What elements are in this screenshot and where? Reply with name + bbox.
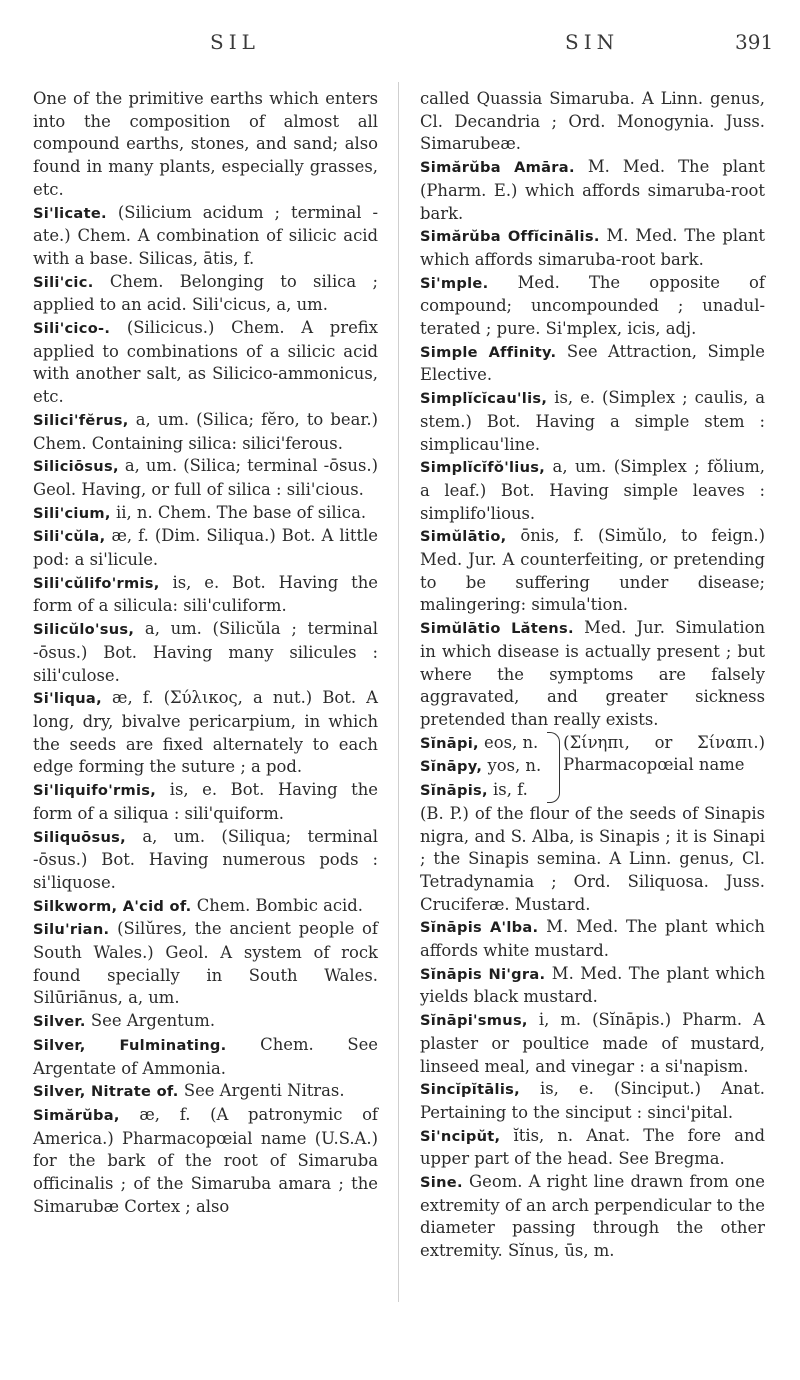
headword: Silicŭlo'sus, bbox=[33, 621, 135, 639]
dictionary-entry bbox=[33, 271, 378, 317]
sinapi-headwords: Sĭnāpi, eos, n. Sĭnāpy, yos, n. Sĭnāpis, is, f. bbox=[420, 732, 542, 800]
headword: Si'mple. bbox=[420, 274, 489, 292]
dictionary-entry: called Quassia Simaruba. A Linn. genus, Cl. Decandria ; Ord. Monogynia. Juss. Simarubeæ. bbox=[420, 89, 765, 154]
headword: Simple Affinity. bbox=[420, 343, 557, 361]
headword: Silver, Fulminating. bbox=[33, 1036, 227, 1054]
dictionary-entry bbox=[420, 1009, 765, 1078]
dictionary-entry bbox=[33, 572, 378, 618]
definition: a, um. (Silica; fĕro, to bear.) Chem. Containing silica: silici'ferous. bbox=[33, 409, 378, 453]
dictionary-entry bbox=[420, 1078, 765, 1124]
definition: is, e. Bot. Having the form of a siliqua : sili'quiform. bbox=[33, 780, 378, 823]
definition: Chem. Bombic acid. bbox=[191, 895, 363, 915]
headword: Silver. bbox=[33, 1013, 86, 1031]
definition: See Attraction, Simple Elective. bbox=[420, 341, 765, 385]
dictionary-entry bbox=[33, 317, 378, 409]
definition: M. Med. The plant which affords simaruba-root bark. bbox=[420, 226, 766, 269]
dictionary-entry bbox=[420, 963, 765, 1009]
headword: Simărŭba Amāra. bbox=[420, 159, 575, 177]
dictionary-entry bbox=[33, 502, 378, 526]
headword: Silver, Nitrate of. bbox=[33, 1083, 179, 1101]
dictionary-entry bbox=[33, 455, 378, 501]
headword: Siliciōsus, bbox=[33, 458, 119, 476]
definition: M. Med. The plant which affords white mustard. bbox=[420, 917, 765, 961]
headword: Sĭnāpi'smus, bbox=[420, 1012, 528, 1030]
headword: Simŭlātio, bbox=[420, 528, 507, 546]
dictionary-entry bbox=[420, 272, 765, 341]
dictionary-entry bbox=[420, 456, 765, 525]
dictionary-entry bbox=[33, 687, 378, 779]
definition: æ, f. (Dim. Siliqua.) Bot. A little pod: a si'licule. bbox=[33, 526, 378, 570]
headword: Si'licate. bbox=[33, 204, 107, 222]
definition: a, um. (Siliqua; terminal -ōsus.) Bot. Having numerous pods : si'liquose. bbox=[33, 826, 378, 892]
dictionary-entry bbox=[33, 1010, 378, 1034]
column-divider bbox=[398, 82, 399, 1302]
definition: i, m. (Sĭnāpis.) Pharm. A plaster or poultice made of mustard, linseed meal, and vinegar : a si'napism. bbox=[420, 1010, 765, 1076]
headword: Sili'cium, bbox=[33, 504, 111, 522]
headword: Si'ncipŭt, bbox=[420, 1127, 501, 1145]
definition: Med. Jur. Simulation in which disease is actually present ; but where the symptoms are falsely aggravated, and greater sickness pretended than really exists. bbox=[420, 618, 765, 729]
dictionary-entry bbox=[33, 779, 378, 825]
dictionary-entry bbox=[33, 918, 378, 1010]
dictionary-entry bbox=[33, 202, 378, 271]
right-column bbox=[420, 88, 765, 1263]
headword: Sili'cŭlifo'rmis, bbox=[33, 574, 160, 592]
headword: Simplĭcĭfŏ'lius, bbox=[420, 459, 546, 477]
headword: Sine. bbox=[420, 1174, 463, 1192]
dictionary-entry bbox=[420, 525, 765, 617]
definition: M. Med. The plant (Pharm. E.) which affords simaruba-root bark. bbox=[420, 157, 766, 223]
definition: æ, f. (A patronymic of America.) Pharmacopœial name (U.S.A.) for the bark of the root of Simaruba officinalis ; of the Simaruba amara ; the Simarubæ Cortex ; also bbox=[33, 1104, 378, 1216]
running-head-left: SIL bbox=[210, 30, 260, 54]
headword: Simărŭba, bbox=[33, 1106, 120, 1124]
dictionary-entry bbox=[33, 1080, 378, 1104]
sinapi-entry bbox=[420, 732, 765, 917]
headword: Si'liquifo'rmis, bbox=[33, 782, 157, 800]
definition: æ, f. (Σύλικος, a nut.) Bot. A long, dry, bivalve pericarpium, in which the seeds are fixed alternately to each edge forming the suture ; a pod. bbox=[33, 688, 378, 777]
definition: (Silicicus.) Chem. A prefix applied to combinations of a silicic acid with another salt, as Silicico-ammonicus, etc. bbox=[33, 318, 378, 407]
definition: a, um. (Silica; terminal -ōsus.) Geol. Having, or full of silica : sili'cious. bbox=[33, 456, 378, 499]
headword: Simŭlātio Lătens. bbox=[420, 620, 574, 638]
headword: Sĭnāpis Ni'gra. bbox=[420, 965, 546, 983]
headword: Si'liqua, bbox=[33, 690, 102, 708]
dictionary-entry bbox=[420, 916, 765, 962]
page-number: 391 bbox=[735, 30, 774, 54]
definition: is, e. (Simplex ; caulis, a stem.) Bot. Having a simple stem : simplicau'line. bbox=[420, 388, 765, 454]
definition: See Argentum. bbox=[85, 1011, 216, 1031]
definition: a, um. (Simplex ; fŏlium, a leaf.) Bot. Having simple leaves : simplifo'lious. bbox=[420, 457, 765, 523]
dictionary-entry bbox=[420, 341, 765, 387]
running-head-right: SIN bbox=[565, 30, 620, 54]
dictionary-entry bbox=[33, 1034, 378, 1080]
headword: Sincĭpĭtālis, bbox=[420, 1081, 520, 1099]
right-brace bbox=[547, 732, 560, 803]
definition: is, e. (Sinciput.) Anat. Pertaining to the sinciput : sinci'pital. bbox=[420, 1079, 765, 1122]
definition: M. Med. The plant which yields black mustard. bbox=[420, 963, 765, 1007]
definition: Chem. Belonging to silica ; applied to an acid. Sili'cicus, a, um. bbox=[33, 271, 378, 315]
headword: Sĭnāpi, bbox=[420, 734, 479, 752]
headword: Simărŭba Offĭcinālis. bbox=[420, 228, 600, 246]
headword: Simplĭcĭcau'lis, bbox=[420, 390, 548, 408]
definition: ōnis, f. (Simŭlo, to feign.) Med. Jur. A counterfeiting, or pretending to be suffering under disease; malingering: simula'tion. bbox=[420, 526, 765, 615]
headword: Siliquōsus, bbox=[33, 828, 126, 846]
definition: (B. P.) of the flour of the seeds of Sinapis nigra, and S. Alba, is Sinapis ; it is Sinapi ; the Sinapis semina. A Linn. genus, Cl. Tetradynamia ; Ord. Siliquosa. Juss. Cruciferæ. Mustard. bbox=[420, 803, 765, 914]
dictionary-entry bbox=[33, 895, 378, 919]
dictionary-entry bbox=[33, 409, 378, 455]
headword: Silkworm, A'cid of. bbox=[33, 897, 192, 915]
definition: Geom. A right line drawn from one extremity of an arch perpendicular to the diameter passing through the other extremity. Sĭnus, ūs, m. bbox=[420, 1172, 765, 1261]
definition: a, um. (Silicŭla ; terminal -ōsus.) Bot. Having many silicules : sili'culose. bbox=[33, 619, 378, 685]
headword: Sĭnāpy, bbox=[420, 758, 483, 776]
definition: ĭtis, n. Anat. The fore and upper part of the head. See Bregma. bbox=[420, 1125, 765, 1169]
dictionary-entry bbox=[420, 1125, 765, 1171]
dictionary-entry bbox=[33, 618, 378, 687]
left-column bbox=[33, 88, 378, 1218]
definition: (Silicium acidum ; terminal -ate.) Chem. A combination of silicic acid with a base. Silicas, ātis, f. bbox=[33, 202, 378, 268]
dictionary-entry bbox=[420, 156, 765, 225]
definition: is, e. Bot. Having the form of a silicula: sili'culiform. bbox=[33, 572, 378, 616]
definition: (Silŭres, the ancient people of South Wales.) Geol. A system of rock found specially in South Wales. Silūriānus, a, um. bbox=[33, 919, 378, 1008]
dictionary-entry: One of the primitive earths which enters into the composition of almost all compound earths, stones, and sand; also found in many plants, especially grasses, etc. bbox=[33, 89, 378, 199]
headword: Silici'fĕrus, bbox=[33, 411, 129, 429]
headword: Silu'rian. bbox=[33, 921, 110, 939]
dictionary-entry bbox=[33, 1104, 378, 1219]
dictionary-entry bbox=[33, 525, 378, 571]
dictionary-entry bbox=[420, 387, 765, 456]
dictionary-entry bbox=[420, 1171, 765, 1263]
dictionary-entry bbox=[33, 826, 378, 895]
sinapi-brace-group bbox=[420, 732, 765, 803]
dictionary-entry bbox=[420, 617, 765, 732]
definition: ii, n. Chem. The base of silica. bbox=[110, 502, 367, 522]
headword: Sili'cŭla, bbox=[33, 528, 106, 546]
definition: See Argenti Nitras. bbox=[178, 1081, 345, 1101]
sinapi-etymology: (Σίνηπι, or Σίναπι.) Pharmacopœial name bbox=[563, 732, 765, 775]
headword: Sili'cic. bbox=[33, 273, 94, 291]
headword: Sili'cico-. bbox=[33, 320, 111, 338]
definition: Chem. See Argentate of Ammonia. bbox=[33, 1034, 378, 1078]
definition: Med. The opposite of compound; uncompounded ; unadulterated ; pure. Si'mplex, icis, adj. bbox=[420, 272, 765, 339]
dictionary-entry bbox=[420, 225, 765, 271]
headword: Sĭnāpis A'lba. bbox=[420, 919, 539, 937]
headword: Sĭnāpis, bbox=[420, 782, 488, 800]
